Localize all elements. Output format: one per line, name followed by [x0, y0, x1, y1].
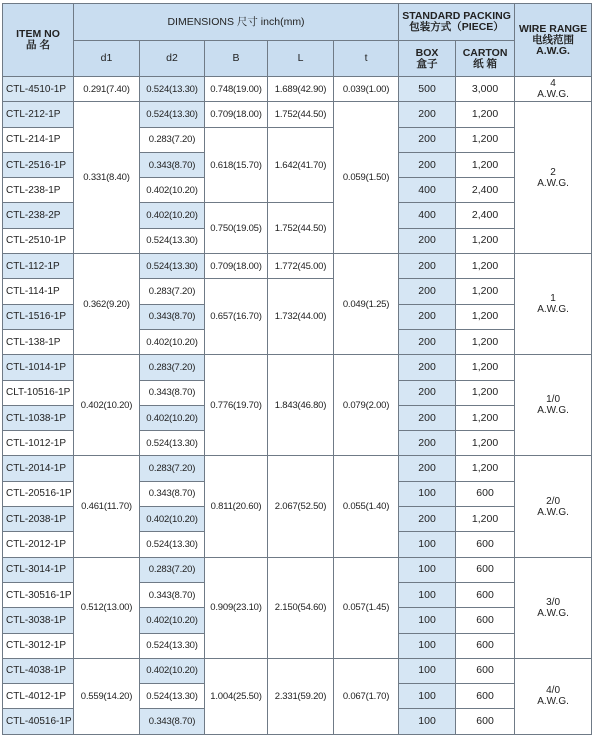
item-no-cell: CTL-3012-1P — [3, 633, 74, 658]
d2-cell: 0.402(10.20) — [140, 507, 205, 532]
carton-qty-cell: 1,200 — [456, 355, 515, 380]
carton-qty-cell: 600 — [456, 557, 515, 582]
spec-table — [2, 3, 592, 735]
item-no-cell: CTL-20516-1P — [3, 481, 74, 506]
wire-unit: A.W.G. — [537, 177, 569, 189]
wire-gauge: 2 — [550, 166, 556, 178]
d2-cell: 0.524(13.30) — [140, 684, 205, 709]
box-qty-cell: 200 — [399, 304, 456, 329]
d2-header: d2 — [140, 41, 205, 77]
wire-range-cell — [515, 355, 592, 456]
d2-cell: 0.283(7.20) — [140, 557, 205, 582]
wire-unit: A.W.G. — [537, 304, 569, 316]
d2-cell: 0.402(10.20) — [140, 405, 205, 430]
carton-qty-cell: 600 — [456, 481, 515, 506]
box-qty-cell: 200 — [399, 380, 456, 405]
carton-qty-cell: 1,200 — [456, 304, 515, 329]
d2-cell: 0.524(13.30) — [140, 102, 205, 127]
b-header: B — [205, 41, 268, 77]
d1-cell: 0.362(9.20) — [74, 254, 140, 355]
t-cell: 0.049(1.25) — [334, 254, 399, 355]
item-no-cell: CTL-238-2P — [3, 203, 74, 228]
l-cell: 1.752(44.50) — [268, 203, 334, 254]
box-qty-cell: 200 — [399, 405, 456, 430]
item-no-cell: CTL-1516-1P — [3, 304, 74, 329]
item-no-cell: CTL-4038-1P — [3, 658, 74, 683]
b-cell: 1.004(25.50) — [205, 658, 268, 734]
t-cell: 0.059(1.50) — [334, 102, 399, 254]
b-cell: 0.618(15.70) — [205, 127, 268, 203]
box-qty-cell: 400 — [399, 178, 456, 203]
t-cell: 0.039(1.00) — [334, 77, 399, 102]
item-no-cell: CTL-2516-1P — [3, 152, 74, 177]
l-cell: 2.067(52.50) — [268, 456, 334, 557]
item-no-cell: CLT-10516-1P — [3, 380, 74, 405]
wire-gauge: 4 — [550, 78, 556, 90]
wire-range-cell — [515, 102, 592, 254]
d2-cell: 0.402(10.20) — [140, 658, 205, 683]
box-qty-cell: 100 — [399, 658, 456, 683]
d2-cell: 0.402(10.20) — [140, 203, 205, 228]
wire-unit: A.W.G. — [537, 506, 569, 518]
l-header: L — [268, 41, 334, 77]
box-qty-cell: 400 — [399, 203, 456, 228]
table-row — [3, 254, 592, 279]
box-qty-cell: 200 — [399, 228, 456, 253]
item-no-cell: CTL-212-1P — [3, 102, 74, 127]
table-row — [3, 77, 592, 102]
l-cell: 2.331(59.20) — [268, 658, 334, 734]
wire-gauge: 1/0 — [546, 394, 561, 406]
table-row — [3, 456, 592, 481]
box-qty-cell: 100 — [399, 709, 456, 734]
carton-qty-cell: 1,200 — [456, 102, 515, 127]
carton-qty-cell: 1,200 — [456, 228, 515, 253]
carton-qty-cell: 1,200 — [456, 127, 515, 152]
d2-cell: 0.343(8.70) — [140, 481, 205, 506]
box-qty-cell: 100 — [399, 582, 456, 607]
carton-qty-cell: 1,200 — [456, 431, 515, 456]
item-no-cell: CTL-4012-1P — [3, 684, 74, 709]
box-qty-cell: 200 — [399, 152, 456, 177]
wire-range-cell — [515, 658, 592, 734]
wire-range-cell — [515, 254, 592, 355]
d2-cell: 0.283(7.20) — [140, 127, 205, 152]
d1-cell: 0.291(7.40) — [74, 77, 140, 102]
item-no-cell: CTL-214-1P — [3, 127, 74, 152]
table-row — [3, 102, 592, 127]
wire-gauge: 1 — [550, 293, 556, 305]
box-qty-cell: 100 — [399, 481, 456, 506]
carton-qty-cell: 1,200 — [456, 507, 515, 532]
wire-range-cell — [515, 456, 592, 557]
d2-cell: 0.524(13.30) — [140, 228, 205, 253]
t-cell: 0.057(1.45) — [334, 557, 399, 658]
carton-qty-cell: 1,200 — [456, 279, 515, 304]
box-qty-cell: 200 — [399, 254, 456, 279]
box-qty-cell: 200 — [399, 507, 456, 532]
b-cell: 0.909(23.10) — [205, 557, 268, 658]
d2-cell: 0.524(13.30) — [140, 532, 205, 557]
d1-header: d1 — [74, 41, 140, 77]
item-no-cell: CTL-1038-1P — [3, 405, 74, 430]
wire-gauge: 3/0 — [546, 596, 561, 608]
carton-qty-cell: 1,200 — [456, 254, 515, 279]
d1-cell: 0.331(8.40) — [74, 102, 140, 254]
box-qty-cell: 200 — [399, 279, 456, 304]
carton-qty-cell: 600 — [456, 709, 515, 734]
carton-qty-cell: 600 — [456, 582, 515, 607]
item-no-cell: CTL-138-1P — [3, 329, 74, 354]
d2-cell: 0.283(7.20) — [140, 355, 205, 380]
d2-cell: 0.402(10.20) — [140, 329, 205, 354]
wire-gauge: 2/0 — [546, 495, 561, 507]
d2-cell: 0.524(13.30) — [140, 77, 205, 102]
box-qty-cell: 200 — [399, 329, 456, 354]
box-qty-cell: 500 — [399, 77, 456, 102]
box-qty-cell: 100 — [399, 532, 456, 557]
wire-gauge: 4/0 — [546, 685, 561, 697]
item-no-cell: CTL-2012-1P — [3, 532, 74, 557]
carton-qty-cell: 1,200 — [456, 405, 515, 430]
d2-cell: 0.343(8.70) — [140, 152, 205, 177]
box-qty-cell: 200 — [399, 127, 456, 152]
l-cell: 1.752(44.50) — [268, 102, 334, 127]
box-qty-cell: 200 — [399, 431, 456, 456]
item-no-cell: CTL-1014-1P — [3, 355, 74, 380]
carton-qty-cell: 1,200 — [456, 456, 515, 481]
d1-cell: 0.559(14.20) — [74, 658, 140, 734]
d1-cell: 0.402(10.20) — [74, 355, 140, 456]
t-header: t — [334, 41, 399, 77]
box-qty-cell: 100 — [399, 633, 456, 658]
l-cell: 1.689(42.90) — [268, 77, 334, 102]
l-cell: 1.732(44.00) — [268, 279, 334, 355]
wire-unit: A.W.G. — [537, 696, 569, 708]
d2-cell: 0.283(7.20) — [140, 279, 205, 304]
b-cell: 0.811(20.60) — [205, 456, 268, 557]
d2-cell: 0.343(8.70) — [140, 304, 205, 329]
box-qty-cell: 200 — [399, 102, 456, 127]
l-cell: 1.772(45.00) — [268, 254, 334, 279]
d2-cell: 0.343(8.70) — [140, 380, 205, 405]
box-header: BOX 盒子 — [399, 41, 456, 77]
b-cell: 0.776(19.70) — [205, 355, 268, 456]
b-cell: 0.709(18.00) — [205, 254, 268, 279]
item-no-cell: CTL-238-1P — [3, 178, 74, 203]
table-row — [3, 557, 592, 582]
carton-qty-cell: 3,000 — [456, 77, 515, 102]
b-cell: 0.750(19.05) — [205, 203, 268, 254]
t-cell: 0.079(2.00) — [334, 355, 399, 456]
table-row — [3, 658, 592, 683]
wire-unit: A.W.G. — [537, 607, 569, 619]
box-qty-cell: 100 — [399, 608, 456, 633]
b-cell: 0.657(16.70) — [205, 279, 268, 355]
d2-cell: 0.343(8.70) — [140, 582, 205, 607]
carton-qty-cell: 600 — [456, 658, 515, 683]
wire-unit: A.W.G. — [537, 89, 569, 101]
item-no-cell: CTL-112-1P — [3, 254, 74, 279]
b-cell: 0.748(19.00) — [205, 77, 268, 102]
carton-qty-cell: 2,400 — [456, 203, 515, 228]
item-no-cell: CTL-114-1P — [3, 279, 74, 304]
item-no-cell: CTL-30516-1P — [3, 582, 74, 607]
wire-unit: A.W.G. — [537, 405, 569, 417]
d2-cell: 0.402(10.20) — [140, 608, 205, 633]
wire-range-header: WIRE RANGE 电线范围 A.W.G. — [515, 4, 592, 77]
item-no-cell: CTL-2510-1P — [3, 228, 74, 253]
item-no-cell: CTL-3038-1P — [3, 608, 74, 633]
box-qty-cell: 100 — [399, 684, 456, 709]
carton-qty-cell: 1,200 — [456, 380, 515, 405]
wire-range-cell — [515, 77, 592, 102]
item-no-cell: CTL-40516-1P — [3, 709, 74, 734]
carton-qty-cell: 600 — [456, 684, 515, 709]
box-qty-cell: 100 — [399, 557, 456, 582]
d2-cell: 0.524(13.30) — [140, 431, 205, 456]
item-no-cell: CTL-2038-1P — [3, 507, 74, 532]
l-cell: 2.150(54.60) — [268, 557, 334, 658]
carton-qty-cell: 600 — [456, 633, 515, 658]
l-cell: 1.642(41.70) — [268, 127, 334, 203]
dimensions-header: DIMENSIONS 尺寸 inch(mm) — [74, 4, 399, 41]
item-no-header: ITEM NO 品 名 — [3, 4, 74, 77]
d2-cell: 0.524(13.30) — [140, 254, 205, 279]
d2-cell: 0.402(10.20) — [140, 178, 205, 203]
carton-qty-cell: 1,200 — [456, 152, 515, 177]
wire-range-cell — [515, 557, 592, 658]
item-no-cell: CTL-1012-1P — [3, 431, 74, 456]
t-cell: 0.067(1.70) — [334, 658, 399, 734]
l-cell: 1.843(46.80) — [268, 355, 334, 456]
standard-packing-header: STANDARD PACKING 包装方式（PIECE） — [399, 4, 515, 41]
item-no-cell: CTL-4510-1P — [3, 77, 74, 102]
t-cell: 0.055(1.40) — [334, 456, 399, 557]
carton-qty-cell: 2,400 — [456, 178, 515, 203]
carton-qty-cell: 600 — [456, 532, 515, 557]
d2-cell: 0.524(13.30) — [140, 633, 205, 658]
table-body — [3, 77, 592, 735]
carton-qty-cell: 600 — [456, 608, 515, 633]
box-qty-cell: 200 — [399, 355, 456, 380]
table-row — [3, 355, 592, 380]
item-no-cell: CTL-2014-1P — [3, 456, 74, 481]
d1-cell: 0.461(11.70) — [74, 456, 140, 557]
d2-cell: 0.283(7.20) — [140, 456, 205, 481]
table-header — [3, 4, 592, 77]
carton-header: CARTON 纸 箱 — [456, 41, 515, 77]
d1-cell: 0.512(13.00) — [74, 557, 140, 658]
box-qty-cell: 200 — [399, 456, 456, 481]
item-no-cell: CTL-3014-1P — [3, 557, 74, 582]
d2-cell: 0.343(8.70) — [140, 709, 205, 734]
carton-qty-cell: 1,200 — [456, 329, 515, 354]
b-cell: 0.709(18.00) — [205, 102, 268, 127]
